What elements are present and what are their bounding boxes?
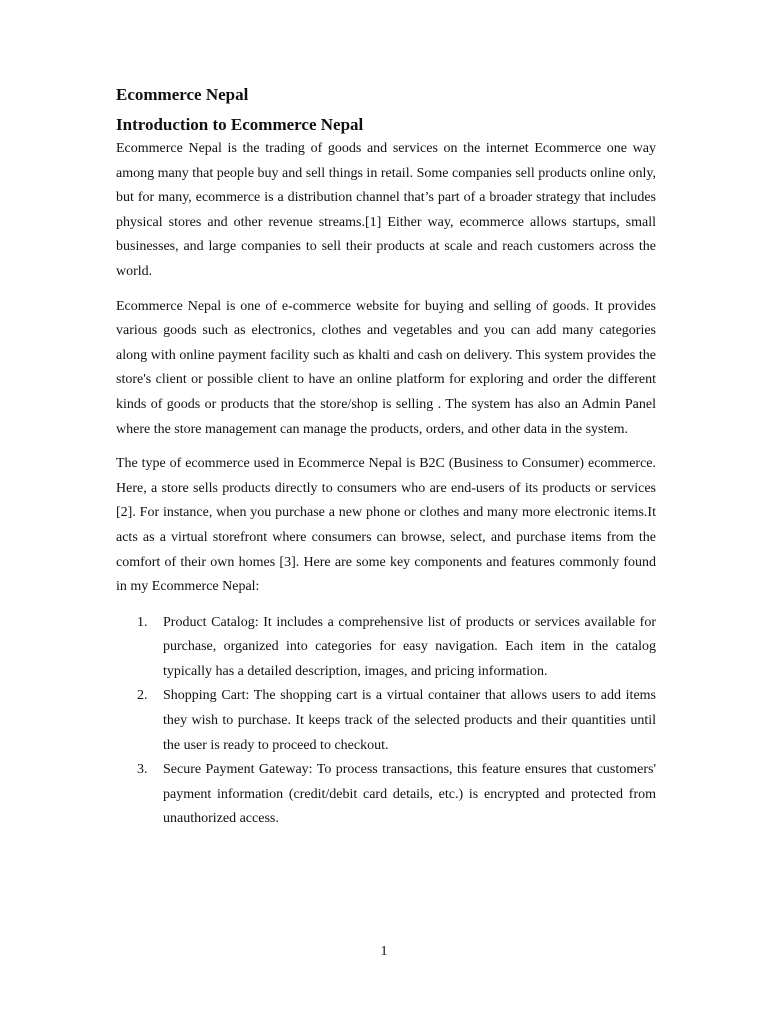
list-item: [137, 611, 656, 685]
list-item-number: 2.: [137, 688, 148, 704]
list-item-number: 1.: [137, 614, 148, 630]
document-title: Ecommerce Nepal: [116, 85, 249, 104]
paragraph-description: Ecommerce Nepal is one of e-commerce website for buying and selling of goods. It provides various goods such as electronics, clothes and vegetables and you can add many categories along with online payment facility such as khalti and cash on delivery. This system provides the store's client or possible client to have an online platform for exploring and order the different kinds of goods or products that the store/shop is selling . The system has also an Admin Panel where the store management can manage the products, orders, and other data in the system.: [116, 298, 656, 437]
list-item-text: Product Catalog: It includes a comprehensive list of products or services available for purchase, organized into categories for easy navigation. Each item in the catalog typically has a detailed description, images, and pricing information.: [163, 614, 656, 679]
paragraph-introduction: Ecommerce Nepal is the trading of goods and services on the internet Ecommerce one way among many that people buy and sell things in retail. Some companies sell products online only, but for many, ecommerce is a distribution channel that’s part of a broader strategy that includes physical stores and other revenue streams.[1] Either way, ecommerce allows startups, small businesses, and large companies to sell their products at scale and reach customers across the world.: [116, 141, 656, 279]
features-list: [116, 611, 656, 832]
page-number: 1: [380, 944, 388, 959]
paragraph-b2c: The type of ecommerce used in Ecommerce Nepal is B2C (Business to Consumer) ecommerce. Here, a store sells products directly to consumers who are end-users of its products or services [2]. For instance, when you purchase a new phone or clothes and many more electronic items.It acts as a virtual storefront where consumers can browse, select, and purchase items from the comfort of their own homes [3]. Here are some key components and features commonly found in my Ecommerce Nepal:: [116, 456, 656, 595]
list-item: [137, 758, 656, 832]
list-item-text: Shopping Cart: The shopping cart is a virtual container that allows users to add items they wish to purchase. It keeps track of the selected products and their quantities until the user is ready to proceed to checkout.: [163, 688, 656, 753]
list-item: [137, 684, 656, 758]
section-heading: Introduction to Ecommerce Nepal: [116, 115, 364, 134]
document-page: [116, 84, 656, 832]
list-item-number: 3.: [137, 762, 148, 778]
list-item-text: Secure Payment Gateway: To process transactions, this feature ensures that customers' payment information (credit/debit card details, etc.) is encrypted and protected from unauthorized access.: [163, 762, 656, 827]
